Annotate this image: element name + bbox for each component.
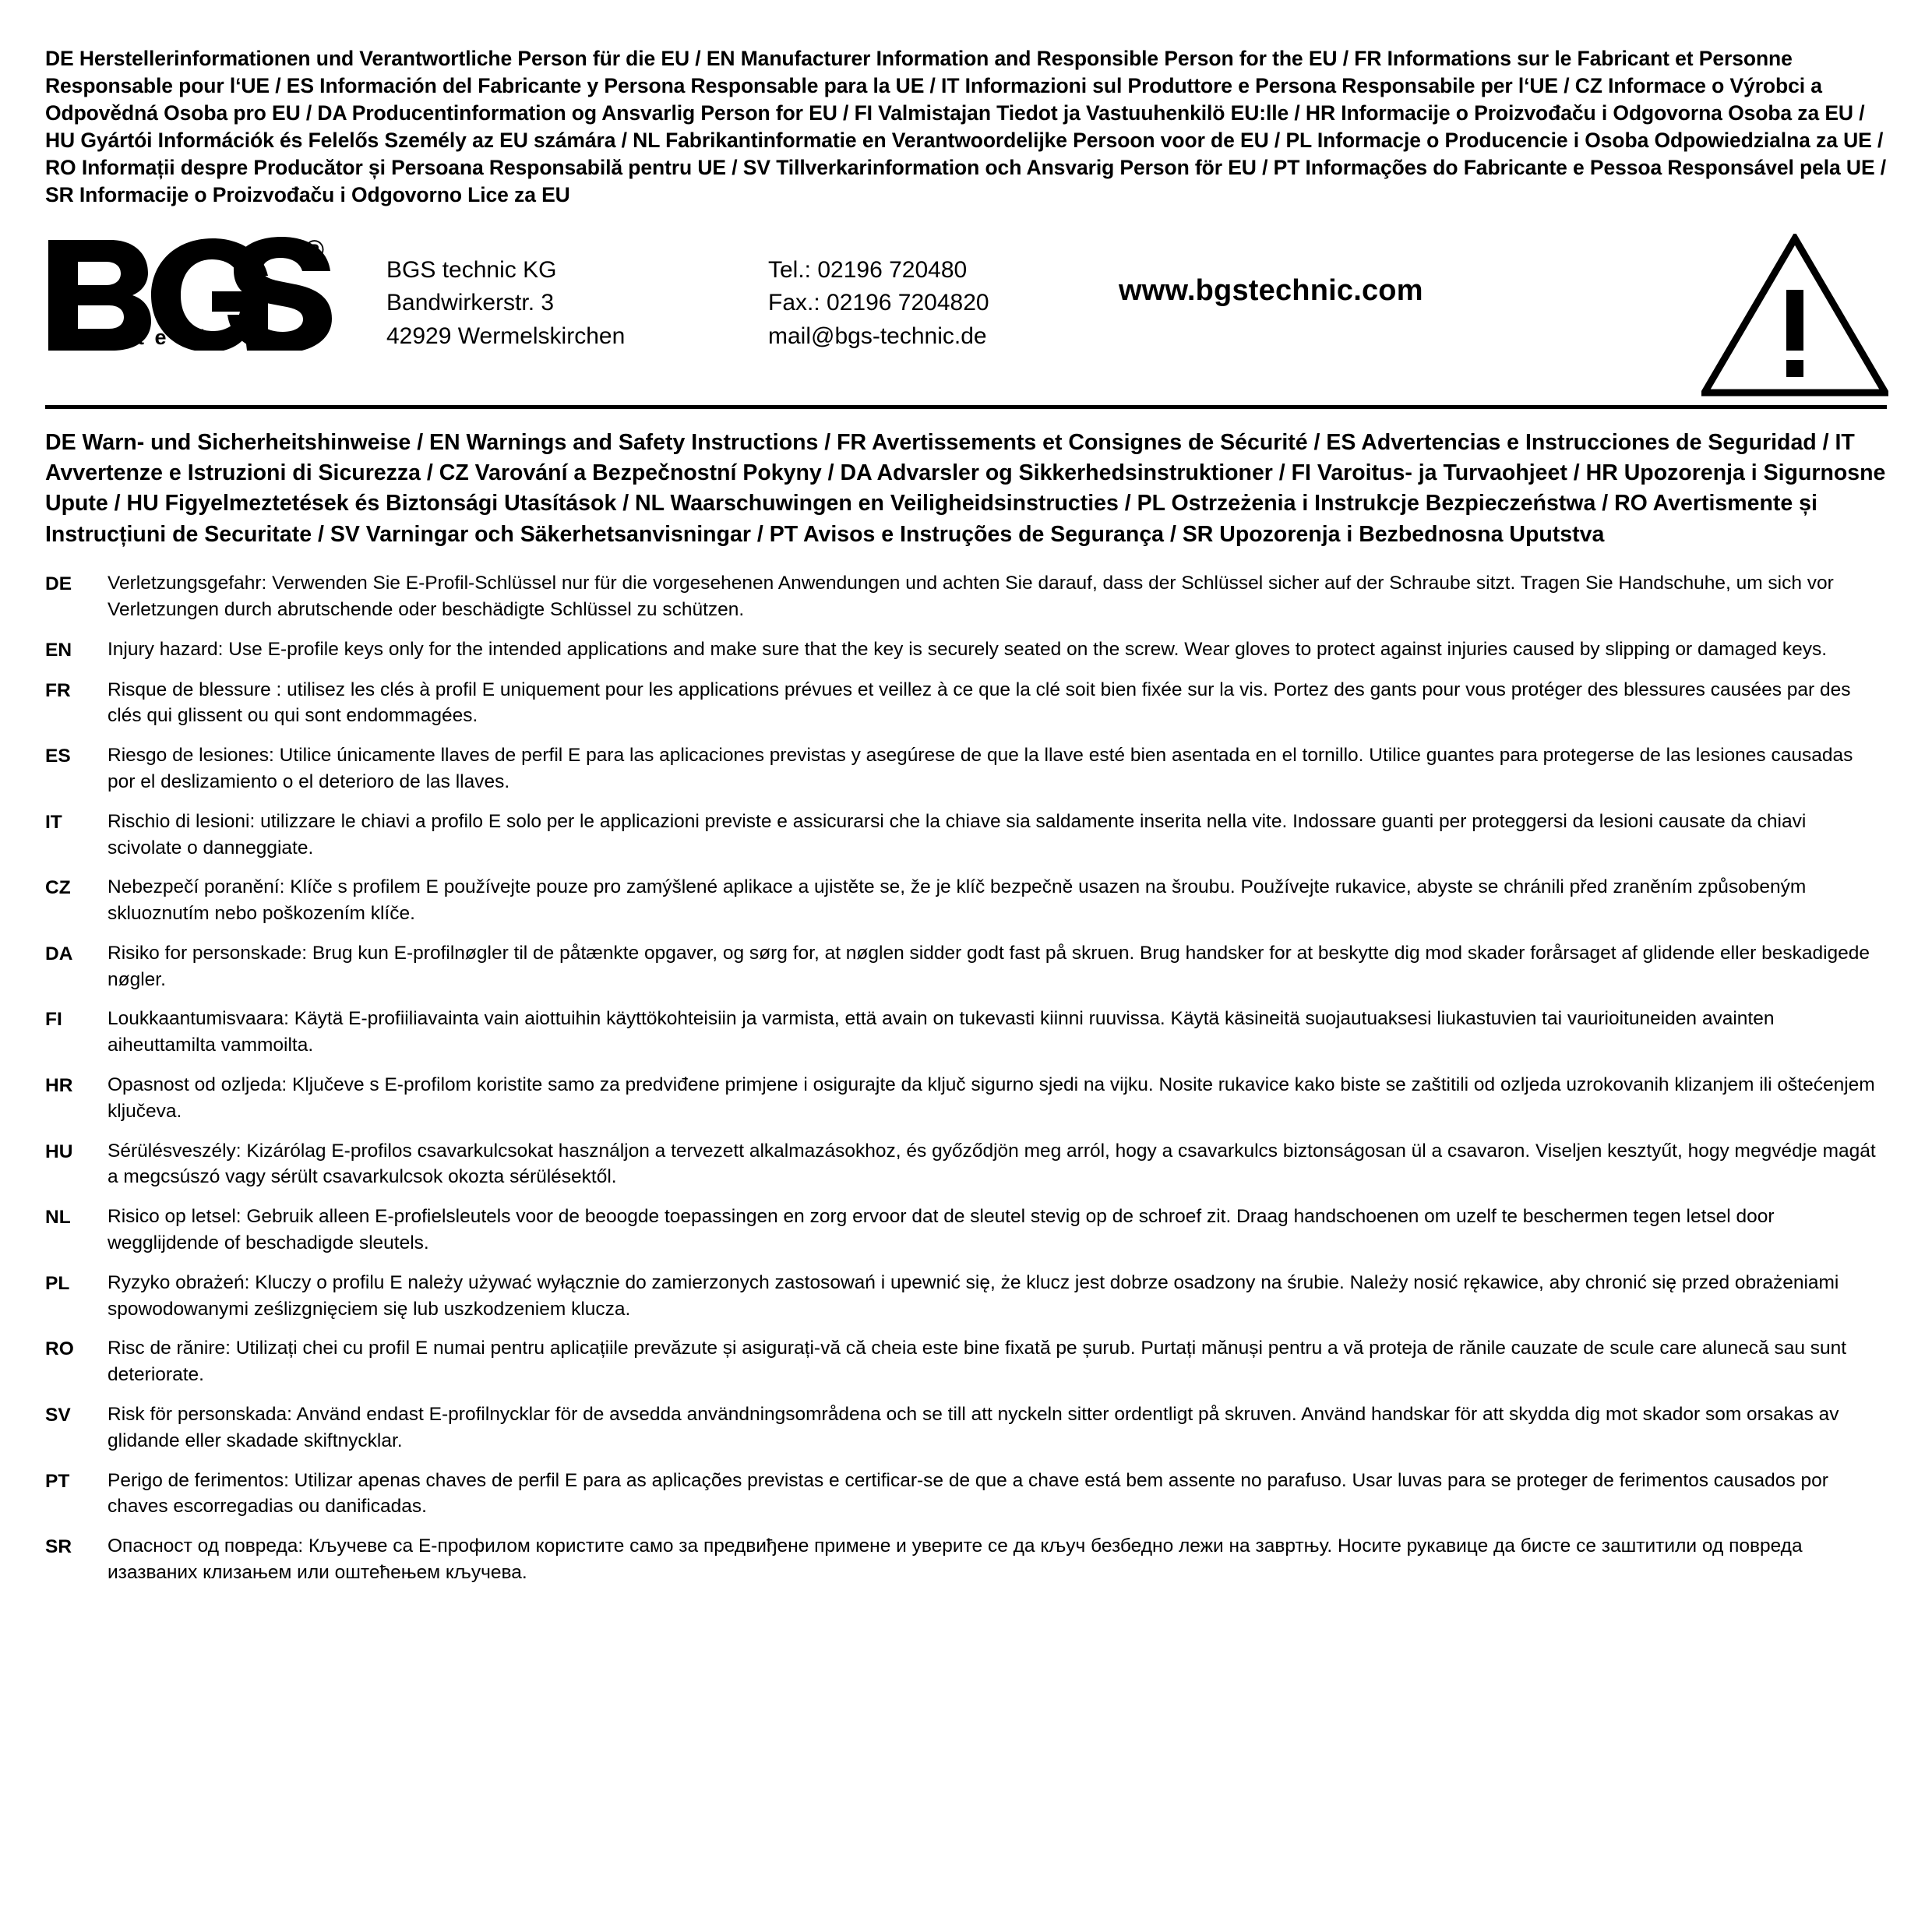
list-item: [45, 570, 1887, 623]
instruction-text: Verletzungsgefahr: Verwenden Sie E-Profil-Schlüssel nur für die vorgesehenen Anwendungen und achten Sie darauf, dass der Schlüssel sicher auf der Schraube sitzt. Tragen Sie Handschuhe, um sich vor Verletzungen durch abrutschende oder beschädigte Schlüssel zu schützen.: [108, 573, 1834, 620]
instruction-text: Riesgo de lesiones: Utilice únicamente llaves de perfil E para las aplicaciones previstas y asegúrese de que la llave esté bien asentada en el tornillo. Utilice guantes para protegerse de las lesiones causadas por el deslizamiento o el deterioro de las llaves.: [108, 745, 1853, 792]
manufacturer-info-heading: DE Herstellerinformationen und Verantwortliche Person für die EU / EN Manufacturer Information and Responsible Person for the EU / FR Informations sur le Fabricant et Personne Responsable pour l‘UE / ES Información del Fabricante y Persona Responsable para la UE / IT Informazioni sul Produttore e Persona Responsabile per l‘UE / CZ Informace o Výrobci a Odpovědná Osoba pro EU / DA Producentinformation og Ansvarlig Person for EU / FI Valmistajan Tiedot ja Vastuuhenkilö EU:lle / HR Informacije o Proizvođaču i Odgovorna Osoba za EU / HU Gyártói Információk és Felelős Személy az EU számára / NL Fabrikantinformatie en Verantwoordelijke Persoon voor de EU / PL Informacje o Producencie i Osoba Odpowiedzialna za UE / RO Informații despre Producător și Persoana Responsabilă pentru UE / SV Tillverkarinformation och Ansvarig Person för EU / PT Informações do Fabricante e Pessoa Responsável pela UE / SR Informacije o Proizvođaču i Odgovorno Lice za EU: [45, 47, 1887, 206]
logo-trademark: ®: [305, 234, 325, 265]
address-block: [386, 229, 768, 354]
instructions-list: [45, 570, 1887, 1586]
list-item: [45, 1533, 1887, 1586]
instruction-text: Opasnost od ozljeda: Ključeve s E-profilom koristite samo za predviđene primjene i osigurajte da ključ sigurno sjedi na vijku. Nosite rukavice kako biste se zaštitili od ozljeda uzrokovanih klizanjem ili oštećenjem ključeva.: [108, 1074, 1875, 1122]
language-code: FI: [45, 1009, 62, 1031]
list-item: [45, 940, 1887, 993]
manufacturer-block: [44, 229, 1888, 405]
instruction-text: Risque de blessure : utilisez les clés à profil E uniquement pour les applications prévues et veillez à ce que la clé soit bien fixée sur la vis. Portez des gants pour vous protéger des blessures causées par des clés qui glissent ou qui sont endommagées.: [108, 679, 1851, 727]
warning-symbol-cell: [1686, 229, 1888, 397]
instruction-text: Опасност од повреда: Кључеве са Е-профилом користите само за предвиђене примене и уверите се да кључ безбедно лежи на завртњу. Носите рукавице да бисте се заштитили од повреда изазваних клизањем или оштећењем кључева.: [108, 1535, 1803, 1584]
language-code: DA: [45, 943, 73, 964]
language-code: SV: [45, 1405, 71, 1426]
warnings-heading: DE Warn- und Sicherheitshinweise / EN Warnings and Safety Instructions / FR Avertissements et Consignes de Sécurité / ES Advertencias e Instrucciones de Seguridad / IT Avvertenze e Istruzioni di Sicurezza / CZ Varování a Bezpečnostní Pokyny / DA Advarsler og Sikkerhedsinstruktioner / FI Varoitus- ja Turvaohjeet / HR Upozorenja i Sigurnosne Upute / HU Figyelmeztetések és Biztonsági Utasítások / NL Waarschuwingen en Veiligheidsinstructies / PL Ostrzeżenia i Instrukcje Bezpieczeństwa / RO Avertismente și Instrucțiuni de Securitate / SV Varningar och Säkerhetsanvisningar / PT Avisos e Instruções de Segurança / SR Upozorenja i Bezbednosna Uputstva: [45, 429, 1886, 547]
list-item: [45, 1270, 1887, 1323]
warning-triangle-icon: [1701, 234, 1888, 397]
logo-subtext: t e c h n i c: [137, 325, 277, 349]
instruction-text: Loukkaantumisvaara: Käytä E-profiiliavainta vain aiottuihin käyttökohteisiin ja varmista, että avain on tukevasti kiinni ruuvissa. Käytä käsineitä suojautuaksesi liukastuvien tai vaurioituneiden avainten aiheuttamilta vammoilta.: [108, 1008, 1775, 1056]
language-code: SR: [45, 1536, 72, 1558]
bgs-logo: [44, 234, 355, 351]
website-cell: [1103, 229, 1686, 308]
contact-fax: Fax.: 02196 7204820: [768, 290, 989, 316]
language-code: PL: [45, 1272, 70, 1294]
list-item: [45, 636, 1887, 664]
language-code: RO: [45, 1338, 74, 1360]
list-item: [45, 742, 1887, 795]
language-code: PT: [45, 1470, 70, 1492]
list-item: [45, 1335, 1887, 1388]
language-code: DE: [45, 573, 72, 595]
logo-cell: [44, 229, 386, 351]
instruction-text: Risk för personskada: Använd endast E-profilnycklar för de avsedda användningsområdena och se till att nyckeln sitter ordentligt på skruven. Använd handskar för att skydda dig mot skador som orsakas av glidande eller skadade skiftnycklar.: [108, 1404, 1839, 1451]
list-item: [45, 1072, 1887, 1125]
language-code: ES: [45, 746, 71, 767]
list-item: [45, 677, 1887, 730]
instruction-text: Sérülésveszély: Kizárólag E-profilos csavarkulcsokat használjon a tervezett alkalmazásokhoz, és győződjön meg arról, hogy a csavarkulcs biztonságosan ül a csavaron. Viseljen kesztyűt, hogy megvédje magát a megcsúszó vagy sérült csavarkulcsok okozta sérülésektől.: [108, 1140, 1876, 1188]
instruction-text: Risc de rănire: Utilizați chei cu profil E numai pentru aplicațiile prevăzute și asigurați-vă că cheia este bine fixată pe șurub. Purtați mănuși pentru a vă proteja de rănile cauzate de scule care alunecă sau sunt deteriorate.: [108, 1338, 1847, 1386]
instruction-text: Risico op letsel: Gebruik alleen E-profielsleutels voor de beoogde toepassingen en zorg ervoor dat de sleutel stevig op de schroef zit. Draag handschoenen om uzelf te beschermen tegen letsel door wegglijdende of beschadigde sleutels.: [108, 1206, 1775, 1254]
list-item: [45, 1401, 1887, 1454]
language-code: HU: [45, 1141, 73, 1162]
header-divider: [45, 405, 1887, 409]
contact-block: [768, 229, 1103, 354]
list-item: [45, 1006, 1887, 1059]
instruction-text: Injury hazard: Use E-profile keys only for the intended applications and make sure that the key is securely seated on the screw. Wear gloves to protect against injuries caused by slipping or damaged keys.: [108, 638, 1828, 660]
instruction-text: Rischio di lesioni: utilizzare le chiavi a profilo E solo per le applicazioni previste e assicurarsi che la chiave sia saldamente inserita nella vite. Indossare guanti per proteggersi da lesioni causate da chiavi scivolate o danneggiate.: [108, 810, 1807, 858]
list-item: [45, 874, 1887, 927]
list-item: [45, 1468, 1887, 1521]
instruction-text: Perigo de ferimentos: Utilizar apenas chaves de perfil E para as aplicações previstas e certificar-se de que a chave está bem assente no parafuso. Usar luvas para se proteger de ferimentos causados por chaves escorregadias ou danificadas.: [108, 1469, 1828, 1518]
language-code: IT: [45, 811, 62, 833]
contact-mail[interactable]: mail@bgs-technic.de: [768, 323, 987, 349]
instruction-text: Ryzyko obrażeń: Kluczy o profilu E należy używać wyłącznie do zamierzonych zastosowań i upewnić się, że klucz jest dobrze osadzony na śrubie. Należy nosić rękawice, aby chronić się przed obrażeniami spowodowanymi ześlizgnięciem się lub uszkodzeniem klucza.: [108, 1271, 1839, 1320]
language-code: FR: [45, 679, 71, 701]
company-street: Bandwirkerstr. 3: [386, 290, 555, 316]
instruction-text: Nebezpečí poranění: Klíče s profilem E používejte pouze pro zamýšlené aplikace a ujistěte se, že je klíč bezpečně usazen na šroubu. Používejte rukavice, abyste se chránili před zraněním způsobeným skluoznutím nebo poškozením klíče.: [108, 876, 1807, 925]
language-code: CZ: [45, 877, 71, 899]
company-city: 42929 Wermelskirchen: [386, 323, 626, 349]
instruction-text: Risiko for personskade: Brug kun E-profilnøgler til de påtænkte opgaver, og sørg for, at nøglen sidder godt fast på skruen. Brug handsker for at beskytte dig mod skader forårsaget af glidende eller beskadigede nøgler.: [108, 942, 1870, 990]
contact-tel: Tel.: 02196 720480: [768, 256, 968, 283]
list-item: [45, 809, 1887, 862]
website-link[interactable]: www.bgstechnic.com: [1119, 273, 1423, 307]
language-code: NL: [45, 1207, 71, 1229]
list-item: [45, 1204, 1887, 1257]
language-code: HR: [45, 1075, 73, 1097]
language-code: EN: [45, 639, 72, 661]
list-item: [45, 1138, 1887, 1191]
company-name: BGS technic KG: [386, 256, 557, 283]
